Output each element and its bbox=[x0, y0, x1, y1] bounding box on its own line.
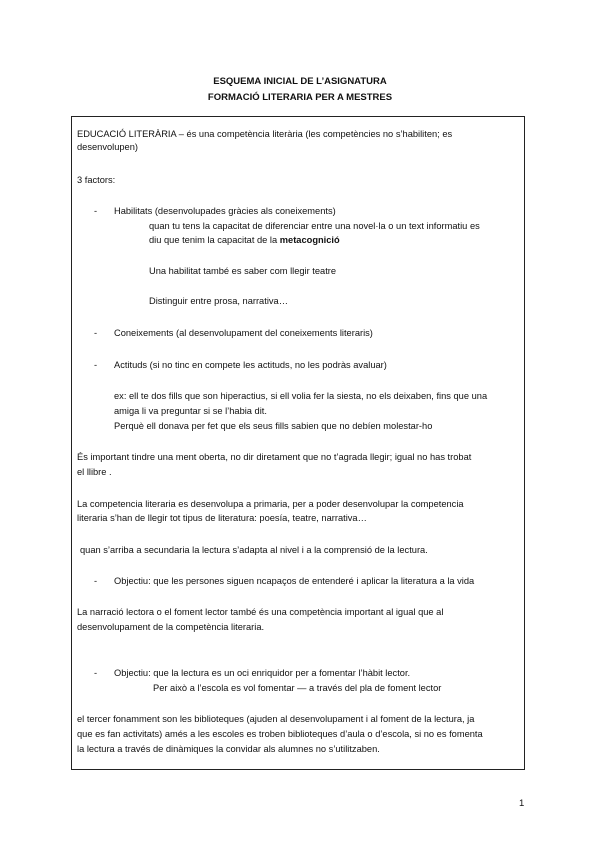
objectiu-1: Objectiu: que les persones siguen ncapaços de entenderé i aplicar la literatura a la vida bbox=[114, 576, 475, 586]
habilitats-label: Habilitats (desenvolupades gràcies als coneixements) bbox=[114, 206, 336, 216]
actituds-example-line-3: Perquè ell donava per fet que els seus fills sabien que no debíen molestar-ho bbox=[114, 421, 433, 431]
paragraph-narracio-line-1: La narració lectora o el foment lector també és una competència important al igual que al bbox=[77, 607, 444, 617]
paragraph-secundaria: quan s’arriba a secundaria la lectura s’adapta al nivel i a la comprensió de la lectura. bbox=[80, 545, 428, 555]
paragraph-biblioteques-line-2: que es fan activitats) amés a les escoles es troben biblioteques d’aula o d’escola, si no es fomenta bbox=[77, 729, 483, 739]
title-line-2: FORMACIÓ LITERARIA PER A MESTRES bbox=[207, 92, 393, 103]
document-title bbox=[0, 74, 600, 106]
bullet-dash-objectiu-1: - bbox=[94, 576, 98, 586]
paragraph-narracio-line-2: desenvolupament de la competència literaria. bbox=[77, 622, 265, 632]
factors-heading: 3 factors: bbox=[77, 175, 116, 185]
habilitats-sub-1-line-2 bbox=[149, 234, 340, 247]
habilitats-sub-1-prefix: diu que tenim la capacitat de la bbox=[149, 235, 280, 245]
actituds-example-line-1: ex: ell te dos fills que son hiperactius, si ell volia fer la siesta, no els deixaben, fins que una bbox=[114, 391, 488, 401]
objectiu-2-sub: Per això a l’escola es vol fomentar — a través del pla de foment lector bbox=[153, 683, 442, 693]
coneixements-label: Coneixements (al desenvolupament del coneixements literaris) bbox=[114, 328, 373, 338]
bullet-dash-objectiu-2: - bbox=[94, 668, 98, 678]
objectiu-2: Objectiu: que la lectura es un oci enriquidor per a fomentar l’hàbit lector. bbox=[114, 668, 411, 678]
actituds-label: Actituds (si no tinc en compete les actituds, no les podràs avaluar) bbox=[114, 360, 387, 370]
bullet-dash-coneixements: - bbox=[94, 328, 98, 338]
paragraph-mind-line-2: el llibre . bbox=[77, 467, 112, 477]
paragraph-primaria-line-1: La competencia literaria es desenvolupa a primaria, per a poder desenvolupar la competencia bbox=[77, 499, 464, 509]
intro-line-1: EDUCACIÓ LITERÀRIA – és una competència literària (les competències no s’habiliten; es bbox=[77, 129, 453, 139]
metacognicio-term: metacognició bbox=[279, 235, 340, 245]
actituds-example-line-2: amiga li va preguntar si se l’habia dit. bbox=[114, 406, 267, 416]
habilitats-sub-3: Distinguir entre prosa, narrativa… bbox=[149, 296, 288, 306]
paragraph-mind-line-1: És important tindre una ment oberta, no dir diretament que no t’agrada llegir; igual no has trobat bbox=[77, 452, 472, 462]
bullet-dash-actituds: - bbox=[94, 360, 98, 370]
habilitats-sub-1-line-1: quan tu tens la capacitat de diferenciar entre una novel·la o un text informatiu es bbox=[149, 221, 480, 231]
paragraph-biblioteques-line-1: el tercer fonamment son les biblioteques (ajuden al desenvolupament i al foment de la lectura, ja bbox=[77, 714, 475, 724]
title-line-1: ESQUEMA INICIAL DE L’ASIGNATURA bbox=[213, 76, 387, 87]
intro-line-2: desenvolupen) bbox=[77, 142, 138, 152]
paragraph-biblioteques-line-3: la lectura a través de dinàmiques la convidar als alumnes no s’utilitzaben. bbox=[77, 744, 380, 754]
bullet-dash-habilitats: - bbox=[94, 206, 98, 216]
paragraph-primaria-line-2: literaria s’han de llegir tot tipus de literatura: poesía, teatre, narrativa… bbox=[77, 513, 367, 523]
habilitats-sub-2: Una habilitat també es saber com llegir teatre bbox=[149, 266, 337, 276]
page-number: 1 bbox=[519, 798, 525, 809]
